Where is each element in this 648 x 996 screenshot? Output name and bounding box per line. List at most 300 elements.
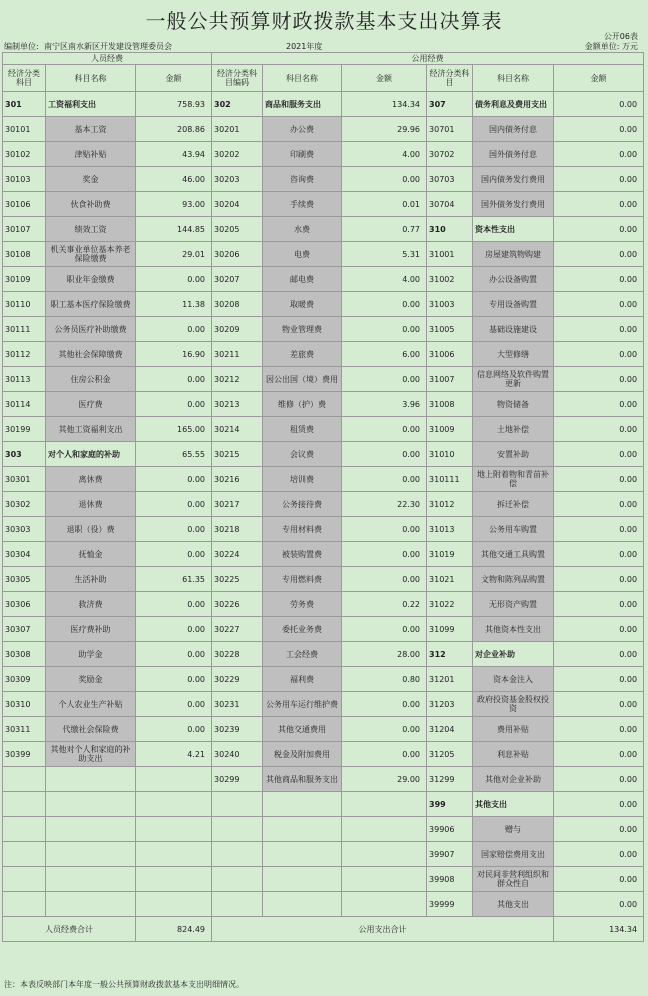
cell-name: 离休费 bbox=[46, 467, 136, 492]
cell-name: 其他对企业补助 bbox=[473, 767, 554, 792]
cell-code: 30225 bbox=[212, 567, 263, 592]
cell-amount: 0.00 bbox=[554, 392, 644, 417]
table-row bbox=[3, 442, 644, 467]
cell-amount bbox=[342, 792, 427, 817]
cell-name: 债务利息及费用支出 bbox=[473, 92, 554, 117]
cell-amount bbox=[342, 892, 427, 917]
cell-amount: 29.00 bbox=[342, 767, 427, 792]
cell-amount bbox=[136, 892, 212, 917]
cell-name: 对企业补助 bbox=[473, 642, 554, 667]
cell-code: 30303 bbox=[3, 517, 46, 542]
cell-name: 委托业务费 bbox=[263, 617, 342, 642]
cell-name: 商品和服务支出 bbox=[263, 92, 342, 117]
cell-amount: 0.00 bbox=[554, 467, 644, 492]
cell-amount bbox=[136, 792, 212, 817]
cell-name: 福利费 bbox=[263, 667, 342, 692]
cell-name: 物业管理费 bbox=[263, 317, 342, 342]
cell-code: 30310 bbox=[3, 692, 46, 717]
cell-code: 30302 bbox=[3, 492, 46, 517]
cell-amount bbox=[136, 767, 212, 792]
cell-code: 310 bbox=[427, 217, 473, 242]
cell-code: 30704 bbox=[427, 192, 473, 217]
cell-code: 31021 bbox=[427, 567, 473, 592]
cell-amount bbox=[342, 867, 427, 892]
table-row bbox=[3, 567, 644, 592]
table-row bbox=[3, 617, 644, 642]
cell-name: 医疗费 bbox=[46, 392, 136, 417]
cell-amount: 758.93 bbox=[136, 92, 212, 117]
cell-name: 退休费 bbox=[46, 492, 136, 517]
cell-name: 水费 bbox=[263, 217, 342, 242]
cell-code: 30311 bbox=[3, 717, 46, 742]
cell-amount: 61.35 bbox=[136, 567, 212, 592]
cell-amount: 4.21 bbox=[136, 742, 212, 767]
cell-name: 职工基本医疗保险缴费 bbox=[46, 292, 136, 317]
cell-name: 国家赔偿费用支出 bbox=[473, 842, 554, 867]
cell-amount: 0.00 bbox=[554, 142, 644, 167]
cell-code bbox=[3, 792, 46, 817]
unit-label: 编制单位: bbox=[4, 42, 39, 51]
cell-amount: 0.00 bbox=[554, 517, 644, 542]
cell-name: 其他工资福利支出 bbox=[46, 417, 136, 442]
cell-name bbox=[46, 792, 136, 817]
cell-name: 租赁费 bbox=[263, 417, 342, 442]
cell-amount: 4.00 bbox=[342, 142, 427, 167]
cell-code: 30107 bbox=[3, 217, 46, 242]
cell-amount: 29.01 bbox=[136, 242, 212, 267]
cell-code: 31299 bbox=[427, 767, 473, 792]
cell-amount: 0.00 bbox=[554, 317, 644, 342]
cell-amount: 165.00 bbox=[136, 417, 212, 442]
cell-amount: 3.96 bbox=[342, 392, 427, 417]
cell-amount: 0.00 bbox=[136, 667, 212, 692]
cell-code: 30227 bbox=[212, 617, 263, 642]
cell-name: 地上附着物和青苗补偿 bbox=[473, 467, 554, 492]
cell-amount: 0.00 bbox=[342, 542, 427, 567]
cell-code: 31007 bbox=[427, 367, 473, 392]
cell-amount: 0.00 bbox=[554, 342, 644, 367]
cell-amount: 0.00 bbox=[554, 542, 644, 567]
cell-name: 大型修缮 bbox=[473, 342, 554, 367]
cell-code: 30217 bbox=[212, 492, 263, 517]
table-note: 注：本表反映部门本年度一般公共预算财政拨款基本支出明细情况。 bbox=[4, 980, 244, 989]
cell-name: 公务用车购置 bbox=[473, 517, 554, 542]
cell-amount: 144.85 bbox=[136, 217, 212, 242]
cell-amount: 0.00 bbox=[554, 417, 644, 442]
cell-code: 30239 bbox=[212, 717, 263, 742]
table-row bbox=[3, 192, 644, 217]
cell-code: 39906 bbox=[427, 817, 473, 842]
cell-name: 信息网络及软件购置更新 bbox=[473, 367, 554, 392]
cell-code: 30106 bbox=[3, 192, 46, 217]
cell-amount: 0.00 bbox=[342, 442, 427, 467]
cell-name: 差旅费 bbox=[263, 342, 342, 367]
cell-code: 31022 bbox=[427, 592, 473, 617]
cell-amount: 29.96 bbox=[342, 117, 427, 142]
cell-name: 房屋建筑物购建 bbox=[473, 242, 554, 267]
cell-code: 30203 bbox=[212, 167, 263, 192]
cell-code: 31006 bbox=[427, 342, 473, 367]
cell-code: 30208 bbox=[212, 292, 263, 317]
cell-name: 抚恤金 bbox=[46, 542, 136, 567]
cell-code: 302 bbox=[212, 92, 263, 117]
table-row bbox=[3, 342, 644, 367]
table-row bbox=[3, 667, 644, 692]
cell-name: 退职（役）费 bbox=[46, 517, 136, 542]
cell-amount: 65.55 bbox=[136, 442, 212, 467]
cell-code: 30304 bbox=[3, 542, 46, 567]
cell-code: 30109 bbox=[3, 267, 46, 292]
cell-name: 其他支出 bbox=[473, 892, 554, 917]
public-total: 134.34 bbox=[554, 917, 644, 942]
col-code-header: 经济分类科目编码 bbox=[212, 65, 263, 92]
cell-code: 30199 bbox=[3, 417, 46, 442]
cell-code: 31201 bbox=[427, 667, 473, 692]
table-row bbox=[3, 867, 644, 892]
cell-code: 30205 bbox=[212, 217, 263, 242]
cell-amount: 0.77 bbox=[342, 217, 427, 242]
cell-code bbox=[3, 767, 46, 792]
cell-amount: 5.31 bbox=[342, 242, 427, 267]
cell-code: 30110 bbox=[3, 292, 46, 317]
cell-amount: 22.30 bbox=[342, 492, 427, 517]
table-row bbox=[3, 742, 644, 767]
cell-name: 印刷费 bbox=[263, 142, 342, 167]
cell-amount: 0.00 bbox=[554, 692, 644, 717]
cell-code: 31204 bbox=[427, 717, 473, 742]
cell-amount: 0.00 bbox=[342, 467, 427, 492]
table-row bbox=[3, 692, 644, 717]
cell-amount: 0.00 bbox=[136, 642, 212, 667]
cell-amount: 0.22 bbox=[342, 592, 427, 617]
cell-code: 30206 bbox=[212, 242, 263, 267]
cell-code: 30218 bbox=[212, 517, 263, 542]
cell-name: 国外债务付息 bbox=[473, 142, 554, 167]
cell-name: 办公费 bbox=[263, 117, 342, 142]
cell-name: 住房公积金 bbox=[46, 367, 136, 392]
cell-amount: 0.00 bbox=[554, 792, 644, 817]
cell-name: 邮电费 bbox=[263, 267, 342, 292]
cell-amount: 0.00 bbox=[136, 367, 212, 392]
cell-name: 手续费 bbox=[263, 192, 342, 217]
cell-amount: 134.34 bbox=[342, 92, 427, 117]
cell-name: 咨询费 bbox=[263, 167, 342, 192]
personnel-total: 824.49 bbox=[136, 917, 212, 942]
cell-name: 维修（护）费 bbox=[263, 392, 342, 417]
cell-name: 其他交通工具购置 bbox=[473, 542, 554, 567]
cell-name: 奖励金 bbox=[46, 667, 136, 692]
cell-name: 工会经费 bbox=[263, 642, 342, 667]
table-row bbox=[3, 517, 644, 542]
cell-code: 307 bbox=[427, 92, 473, 117]
cell-code: 30102 bbox=[3, 142, 46, 167]
cell-code: 30228 bbox=[212, 642, 263, 667]
cell-amount: 0.00 bbox=[342, 567, 427, 592]
cell-code: 30240 bbox=[212, 742, 263, 767]
cell-name: 政府投资基金股权投资 bbox=[473, 692, 554, 717]
table-row bbox=[3, 792, 644, 817]
cell-code: 31002 bbox=[427, 267, 473, 292]
cell-name bbox=[46, 892, 136, 917]
cell-name: 取暖费 bbox=[263, 292, 342, 317]
table-row bbox=[3, 817, 644, 842]
cell-name: 专用材料费 bbox=[263, 517, 342, 542]
cell-amount: 0.00 bbox=[342, 517, 427, 542]
cell-name: 土地补偿 bbox=[473, 417, 554, 442]
cell-name: 对个人和家庭的补助 bbox=[46, 442, 136, 467]
cell-code: 30207 bbox=[212, 267, 263, 292]
cell-code: 31009 bbox=[427, 417, 473, 442]
cell-amount bbox=[136, 867, 212, 892]
personnel-total-label: 人员经费合计 bbox=[3, 917, 136, 942]
cell-name: 公务接待费 bbox=[263, 492, 342, 517]
table-row bbox=[3, 217, 644, 242]
cell-code: 31010 bbox=[427, 442, 473, 467]
cell-name: 职业年金缴费 bbox=[46, 267, 136, 292]
cell-name: 办公设备购置 bbox=[473, 267, 554, 292]
table-row bbox=[3, 642, 644, 667]
cell-name: 电费 bbox=[263, 242, 342, 267]
cell-amount: 0.00 bbox=[554, 217, 644, 242]
cell-code: 30301 bbox=[3, 467, 46, 492]
cell-amount: 0.00 bbox=[136, 267, 212, 292]
cell-amount: 0.00 bbox=[554, 92, 644, 117]
cell-amount: 0.00 bbox=[554, 192, 644, 217]
cell-amount: 0.00 bbox=[554, 642, 644, 667]
col-amount-header: 金额 bbox=[136, 65, 212, 92]
report-year: 2021年度 bbox=[286, 42, 323, 51]
cell-code: 30231 bbox=[212, 692, 263, 717]
cell-name bbox=[46, 817, 136, 842]
cell-code: 30103 bbox=[3, 167, 46, 192]
col-code-header: 经济分类科目 bbox=[427, 65, 473, 92]
cell-code: 303 bbox=[3, 442, 46, 467]
cell-code: 312 bbox=[427, 642, 473, 667]
col-amount-header: 金额 bbox=[342, 65, 427, 92]
cell-amount: 0.00 bbox=[136, 692, 212, 717]
cell-name: 国内债务发行费用 bbox=[473, 167, 554, 192]
cell-name: 因公出国（境）费用 bbox=[263, 367, 342, 392]
cell-code: 30215 bbox=[212, 442, 263, 467]
cell-amount: 0.00 bbox=[136, 517, 212, 542]
cell-amount: 0.80 bbox=[342, 667, 427, 692]
cell-code: 30229 bbox=[212, 667, 263, 692]
cell-code: 30108 bbox=[3, 242, 46, 267]
cell-code: 30701 bbox=[427, 117, 473, 142]
cell-name: 赠与 bbox=[473, 817, 554, 842]
cell-code: 30703 bbox=[427, 167, 473, 192]
table-row bbox=[3, 392, 644, 417]
table-row bbox=[3, 467, 644, 492]
cell-code: 30216 bbox=[212, 467, 263, 492]
table-row bbox=[3, 842, 644, 867]
cell-name: 国外债务发行费用 bbox=[473, 192, 554, 217]
cell-name: 个人农业生产补贴 bbox=[46, 692, 136, 717]
cell-code: 31205 bbox=[427, 742, 473, 767]
cell-name: 其他支出 bbox=[473, 792, 554, 817]
page-title: 一般公共预算财政拨款基本支出决算表 bbox=[145, 9, 503, 33]
cell-code bbox=[3, 892, 46, 917]
cell-code: 30399 bbox=[3, 742, 46, 767]
cell-amount: 0.00 bbox=[136, 392, 212, 417]
cell-name: 培训费 bbox=[263, 467, 342, 492]
cell-name bbox=[263, 792, 342, 817]
cell-amount: 0.00 bbox=[554, 617, 644, 642]
cell-name: 文物和陈列品购置 bbox=[473, 567, 554, 592]
cell-amount: 0.00 bbox=[342, 367, 427, 392]
cell-code: 30213 bbox=[212, 392, 263, 417]
cell-name: 国内债务付息 bbox=[473, 117, 554, 142]
cell-code: 30201 bbox=[212, 117, 263, 142]
cell-name: 基础设施建设 bbox=[473, 317, 554, 342]
cell-name: 津贴补贴 bbox=[46, 142, 136, 167]
cell-code bbox=[212, 792, 263, 817]
cell-name: 基本工资 bbox=[46, 117, 136, 142]
cell-code: 31005 bbox=[427, 317, 473, 342]
cell-name: 工资福利支出 bbox=[46, 92, 136, 117]
cell-name: 资本金注入 bbox=[473, 667, 554, 692]
cell-amount: 43.94 bbox=[136, 142, 212, 167]
cell-amount: 0.00 bbox=[342, 617, 427, 642]
cell-amount: 0.00 bbox=[554, 367, 644, 392]
cell-amount: 0.00 bbox=[554, 167, 644, 192]
cell-name: 奖金 bbox=[46, 167, 136, 192]
group-public: 公用经费 bbox=[212, 53, 644, 65]
cell-code: 31203 bbox=[427, 692, 473, 717]
cell-code: 30113 bbox=[3, 367, 46, 392]
cell-code bbox=[212, 817, 263, 842]
cell-code: 30702 bbox=[427, 142, 473, 167]
cell-amount: 0.00 bbox=[342, 742, 427, 767]
cell-amount: 0.00 bbox=[554, 292, 644, 317]
cell-amount: 0.00 bbox=[554, 817, 644, 842]
cell-code: 31012 bbox=[427, 492, 473, 517]
col-name-header: 科目名称 bbox=[473, 65, 554, 92]
table-row bbox=[3, 542, 644, 567]
cell-amount: 0.00 bbox=[554, 567, 644, 592]
cell-name: 代缴社会保险费 bbox=[46, 717, 136, 742]
cell-code: 30226 bbox=[212, 592, 263, 617]
table-row bbox=[3, 92, 644, 117]
cell-amount: 28.00 bbox=[342, 642, 427, 667]
cell-code: 30204 bbox=[212, 192, 263, 217]
cell-name: 费用补贴 bbox=[473, 717, 554, 742]
cell-name: 会议费 bbox=[263, 442, 342, 467]
cell-name: 被装购置费 bbox=[263, 542, 342, 567]
cell-amount: 0.00 bbox=[342, 717, 427, 742]
cell-amount: 0.00 bbox=[554, 117, 644, 142]
table-row bbox=[3, 292, 644, 317]
cell-name: 其他商品和服务支出 bbox=[263, 767, 342, 792]
money-unit: 金额单位: 万元 bbox=[584, 42, 638, 51]
cell-amount: 0.00 bbox=[342, 317, 427, 342]
cell-code: 30305 bbox=[3, 567, 46, 592]
cell-code: 30211 bbox=[212, 342, 263, 367]
cell-code: 31013 bbox=[427, 517, 473, 542]
cell-amount bbox=[342, 842, 427, 867]
cell-code: 30112 bbox=[3, 342, 46, 367]
cell-code bbox=[212, 892, 263, 917]
cell-code: 30224 bbox=[212, 542, 263, 567]
cell-name: 对民间非营利组织和群众性自 bbox=[473, 867, 554, 892]
cell-code: 30309 bbox=[3, 667, 46, 692]
cell-amount: 93.00 bbox=[136, 192, 212, 217]
cell-code: 30101 bbox=[3, 117, 46, 142]
table-row bbox=[3, 592, 644, 617]
cell-code: 31003 bbox=[427, 292, 473, 317]
cell-code: 30307 bbox=[3, 617, 46, 642]
cell-code: 30214 bbox=[212, 417, 263, 442]
cell-name: 救济费 bbox=[46, 592, 136, 617]
cell-amount: 0.00 bbox=[136, 467, 212, 492]
cell-amount bbox=[136, 817, 212, 842]
table-row bbox=[3, 317, 644, 342]
cell-name: 拆迁补偿 bbox=[473, 492, 554, 517]
cell-amount: 0.00 bbox=[136, 717, 212, 742]
cell-amount: 0.00 bbox=[342, 417, 427, 442]
cell-amount: 16.90 bbox=[136, 342, 212, 367]
cell-name bbox=[263, 842, 342, 867]
cell-name bbox=[263, 867, 342, 892]
table-row bbox=[3, 142, 644, 167]
col-amount-header: 金额 bbox=[554, 65, 644, 92]
cell-amount: 0.00 bbox=[554, 767, 644, 792]
cell-name: 其他交通费用 bbox=[263, 717, 342, 742]
cell-amount: 4.00 bbox=[342, 267, 427, 292]
cell-code bbox=[212, 842, 263, 867]
cell-name: 绩效工资 bbox=[46, 217, 136, 242]
cell-code: 399 bbox=[427, 792, 473, 817]
cell-name: 其他对个人和家庭的补助支出 bbox=[46, 742, 136, 767]
cell-name: 生活补助 bbox=[46, 567, 136, 592]
table-row bbox=[3, 767, 644, 792]
cell-code: 30212 bbox=[212, 367, 263, 392]
cell-amount: 0.00 bbox=[554, 592, 644, 617]
cell-name: 助学金 bbox=[46, 642, 136, 667]
cell-amount: 0.00 bbox=[342, 292, 427, 317]
table-row bbox=[3, 892, 644, 917]
table-row bbox=[3, 242, 644, 267]
cell-code: 31019 bbox=[427, 542, 473, 567]
cell-code: 310111 bbox=[427, 467, 473, 492]
cell-name: 公务用车运行维护费 bbox=[263, 692, 342, 717]
form-id: 公开06表 bbox=[603, 32, 638, 41]
cell-amount: 0.00 bbox=[136, 542, 212, 567]
cell-amount: 0.00 bbox=[554, 867, 644, 892]
col-code-header: 经济分类科目 bbox=[3, 65, 46, 92]
cell-name: 物资储备 bbox=[473, 392, 554, 417]
cell-name: 利息补贴 bbox=[473, 742, 554, 767]
cell-name: 其他资本性支出 bbox=[473, 617, 554, 642]
group-personnel: 人员经费 bbox=[3, 53, 212, 65]
table-row bbox=[3, 417, 644, 442]
cell-code: 30299 bbox=[212, 767, 263, 792]
table-row bbox=[3, 492, 644, 517]
col-name-header: 科目名称 bbox=[263, 65, 342, 92]
cell-amount: 0.00 bbox=[554, 842, 644, 867]
cell-code: 30114 bbox=[3, 392, 46, 417]
cell-amount: 0.00 bbox=[342, 692, 427, 717]
cell-amount: 0.00 bbox=[342, 167, 427, 192]
cell-code: 30306 bbox=[3, 592, 46, 617]
cell-code: 30209 bbox=[212, 317, 263, 342]
cell-name: 专用设备购置 bbox=[473, 292, 554, 317]
cell-code: 39999 bbox=[427, 892, 473, 917]
col-name-header: 科目名称 bbox=[46, 65, 136, 92]
cell-name: 无形资产购置 bbox=[473, 592, 554, 617]
cell-amount: 0.00 bbox=[554, 892, 644, 917]
cell-amount: 0.00 bbox=[554, 242, 644, 267]
